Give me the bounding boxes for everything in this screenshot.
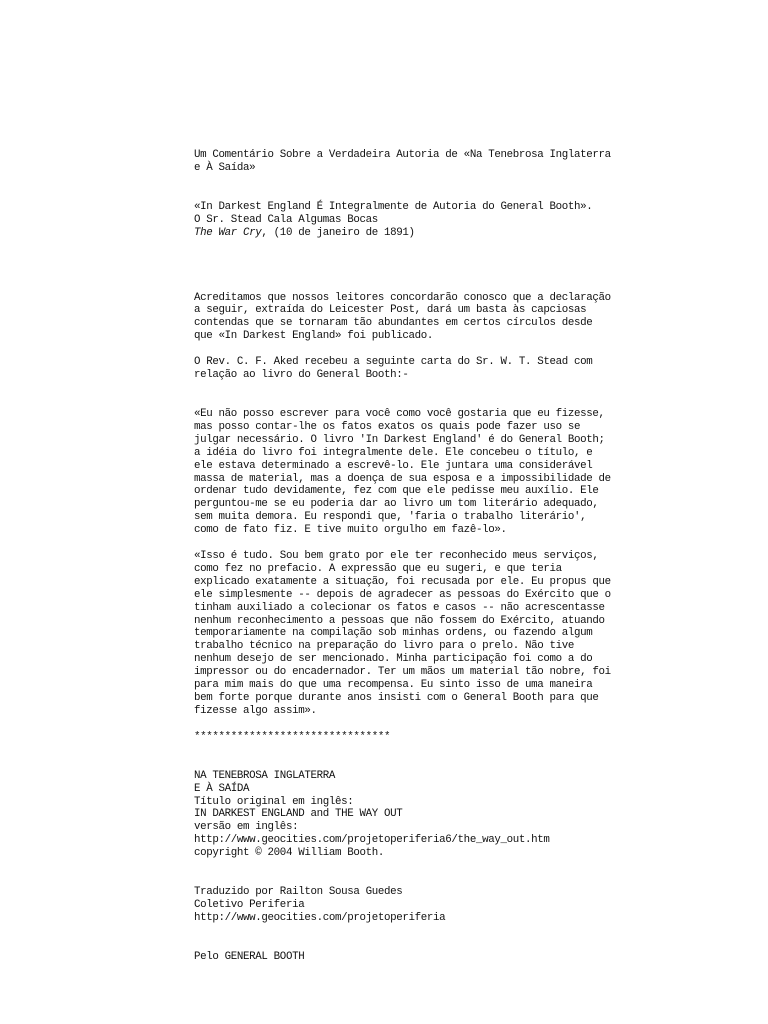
paragraph-line: nenhum reconhecimento a pessoas que não fossem do Exército, atuando (194, 614, 605, 627)
paragraph-line: ele simplesmente -- depois de agradecer as pessoas do Exército que o (194, 588, 611, 601)
book-title-line-1: NA TENEBROSA INGLATERRA (194, 769, 335, 782)
paragraph-line: julgar necessário. O livro 'In Darkest England' é do General Booth; (194, 433, 605, 446)
paragraph-line: a seguir, extraída do Leicester Post, dará um basta às capciosas (194, 304, 587, 317)
article-source (194, 227, 674, 240)
original-title: IN DARKEST ENGLAND and THE WAY OUT (194, 808, 403, 821)
paragraph-line: explicado exatamente a situação, foi recusada por ele. Eu propus que (194, 575, 611, 588)
paragraph-line: «Eu não posso escrever para você como você gostaria que eu fizesse, (194, 407, 605, 420)
paragraph-line: mas posso contar-lhe os fatos exatos os quais pode fazer uso se (194, 420, 581, 433)
translator-info (194, 886, 674, 925)
english-version-label: versão em inglês: (194, 821, 299, 834)
paragraph-line: a idéia do livro foi integralmente dele. Ele concebeu o título, e (194, 446, 593, 459)
paragraph-line: ordenar tudo devidamente, fez com que ele pedisse meu auxílio. Ele (194, 485, 599, 498)
article-header (194, 201, 674, 240)
paragraph-line: perguntou-me se eu poderia dar ao livro um tom literário adequado, (194, 498, 599, 511)
english-version-url: http://www.geocities.com/projetoperiferia6/the_way_out.htm (194, 834, 550, 847)
paragraph-line: como fez no prefacio. A expressão que eu sugeri, e que teria (194, 562, 562, 575)
original-title-label: Título original em inglês: (194, 795, 354, 808)
paragraph-line: que «In Darkest England» foi publicado. (194, 330, 434, 343)
source-publication: The War Cry (194, 226, 262, 239)
article-headline: «In Darkest England É Integralmente de Autoria do General Booth». (194, 200, 593, 213)
document-title (194, 149, 674, 175)
byline: Pelo GENERAL BOOTH (194, 950, 305, 963)
paragraph-line: trabalho técnico na preparação do livro para o prelo. Não tive (194, 640, 575, 653)
separator-line: ******************************** (194, 730, 391, 743)
paragraph-line: sem muita demora. Eu respondi que, 'faria o trabalho literário', (194, 511, 587, 524)
paragraph-line: Acreditamos que nossos leitores concordarão conosco que a declaração (194, 291, 611, 304)
article-subhead: O Sr. Stead Cala Algumas Bocas (194, 213, 378, 226)
paragraph-line: ele estava determinado a escrevê-lo. Ele juntara uma considerável (194, 459, 593, 472)
collective-url: http://www.geocities.com/projetoperiferia (194, 911, 446, 924)
paragraph-line: tinham auxiliado a colecionar os fatos e casos -- não acrescentasse (194, 601, 605, 614)
paragraph-line: contendas que se tornaram tão abundantes em certos círculos desde (194, 317, 593, 330)
title-line-2: e À Saída» (194, 161, 256, 174)
paragraph-line: para mim mais do que uma recompensa. Eu sinto isso de uma maneira (194, 679, 593, 692)
paragraph-line: fizesse algo assim». (194, 704, 317, 717)
letter-intro (194, 356, 674, 382)
source-date: , (10 de janeiro de 1891) (261, 226, 415, 239)
letter-paragraph-2 (194, 550, 674, 718)
copyright-notice: copyright © 2004 William Booth. (194, 847, 385, 860)
paragraph-line: relação ao livro do General Booth:- (194, 369, 409, 382)
paragraph-line: massa de material, mas a doença de sua esposa e a impossibilidade de (194, 472, 611, 485)
collective-name: Coletivo Periferia (194, 898, 305, 911)
paragraph-line: temporariamente na compilação sob minhas ordens, ou fazendo algum (194, 627, 593, 640)
title-line-1: Um Comentário Sobre a Verdadeira Autoria de «Na Tenebrosa Inglaterra (194, 149, 611, 161)
paragraph-line: nenhum desejo de ser mencionado. Minha participação foi como a do (194, 653, 593, 666)
letter-paragraph-1 (194, 408, 674, 537)
paragraph-line: «Isso é tudo. Sou bem grato por ele ter reconhecido meus serviços, (194, 550, 599, 563)
paragraph-line: impressor ou do encadernador. Ter um mãos um material tão nobre, foi (194, 666, 611, 679)
intro-paragraph (194, 292, 674, 344)
paragraph-line: O Rev. C. F. Aked recebeu a seguinte carta do Sr. W. T. Stead com (194, 356, 593, 369)
book-title-line-2: E À SAÍDA (194, 782, 250, 795)
translator-name: Traduzido por Railton Sousa Guedes (194, 886, 403, 899)
document-page (194, 149, 674, 964)
paragraph-line: como de fato fiz. E tive muito orgulho em fazê-lo». (194, 524, 507, 537)
book-info (194, 770, 674, 860)
paragraph-line: bem forte porque durante anos insisti com o General Booth para que (194, 692, 599, 704)
